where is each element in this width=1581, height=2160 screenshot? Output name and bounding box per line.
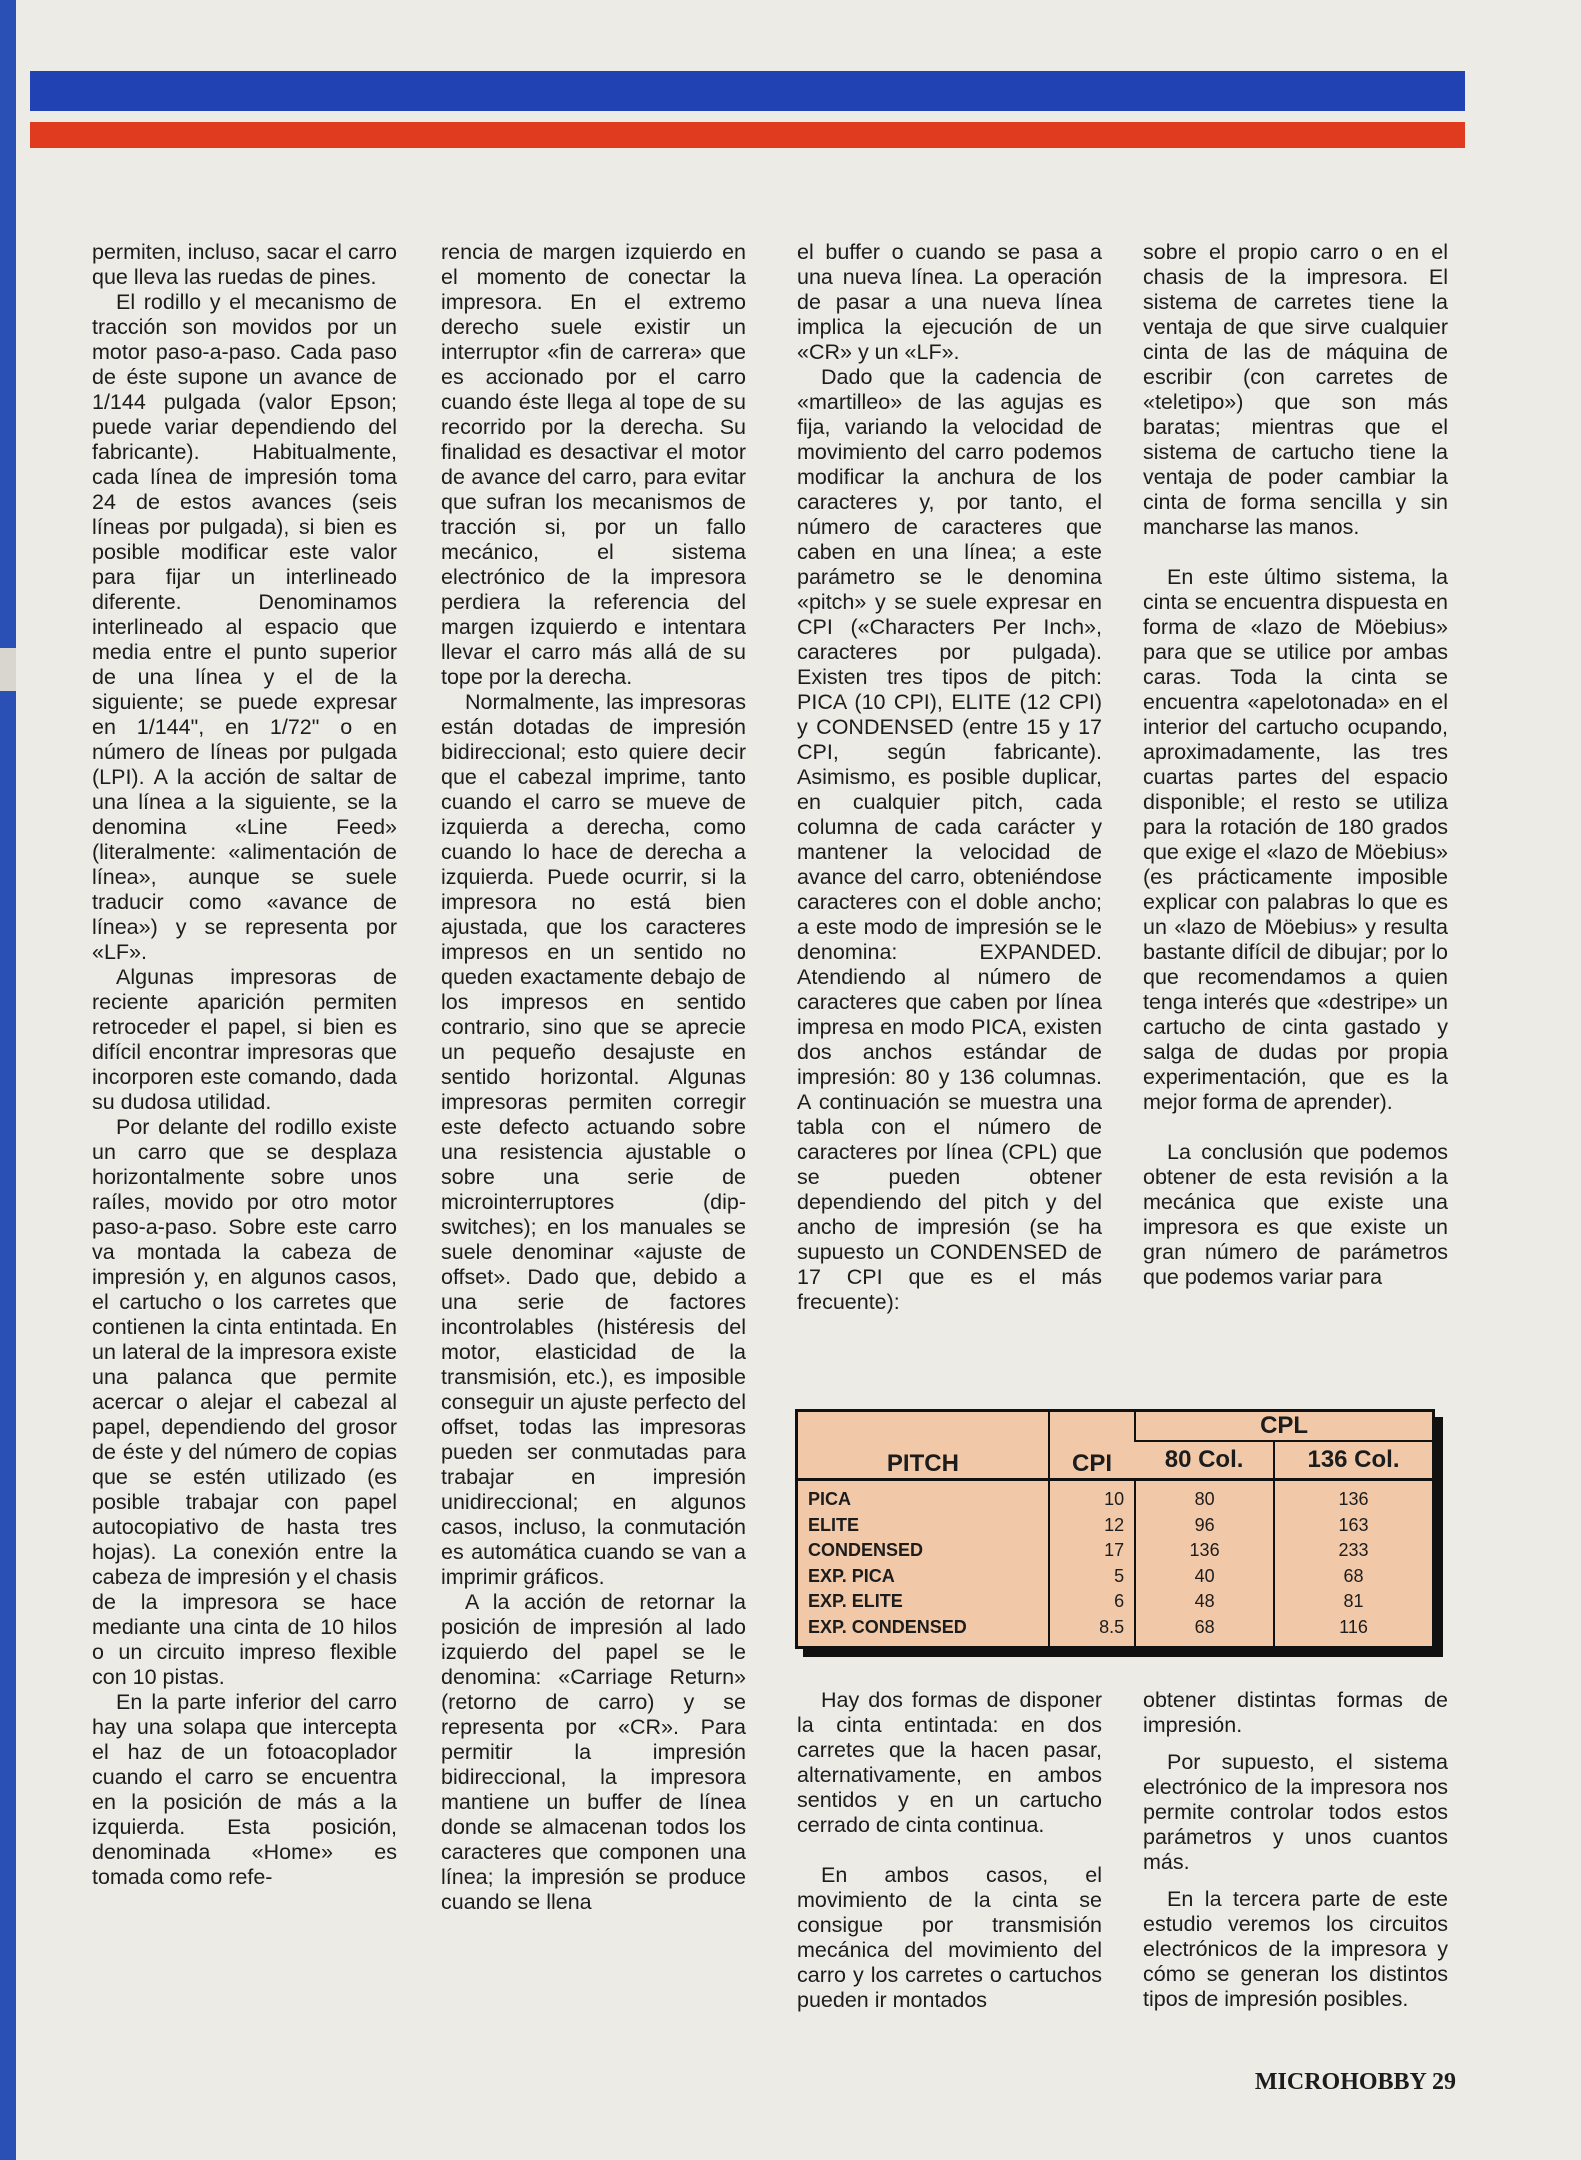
- page-number: 29: [1432, 2069, 1456, 2095]
- cpl-136-value: 116: [1274, 1615, 1434, 1648]
- table-row: [797, 1480, 1434, 1513]
- paragraph: Por supuesto, el sistema electrónico de la impresora nos permite controlar todos estos parámetros y unos cuantos más.: [1143, 1750, 1448, 1874]
- pitch-name: EXP. CONDENSED: [808, 1616, 967, 1637]
- paragraph: En ambos casos, el movimiento de la cinta se consigue por transmisión mecánica del movimiento del carro y los carretes o cartuchos pueden ir montados: [797, 1863, 1102, 2012]
- cpl-table: [795, 1409, 1435, 1649]
- cpi-value: 10: [1049, 1480, 1135, 1513]
- cpl-136-value: 81: [1274, 1589, 1434, 1615]
- pitch-name: EXP. PICA: [808, 1565, 895, 1586]
- cpl-80-value: 96: [1135, 1513, 1274, 1539]
- pitch-name: EXP. ELITE: [808, 1591, 903, 1611]
- text-column-1: [92, 240, 397, 1890]
- cpl-80-value: 68: [1135, 1615, 1274, 1648]
- cpl-80-value: 40: [1135, 1564, 1274, 1590]
- cpl-136-value: 68: [1274, 1564, 1434, 1590]
- paragraph: sobre el propio carro o en el chasis de la impresora. El sistema de carretes tiene la ventaja de que sirve cualquier cinta de las de máquina de escribir (con carretes de «teletipo») que son más baratas; mientras que el sistema de cartucho tiene la ventaja de poder cambiar la cinta de forma sencilla y sin mancharse las manos.: [1143, 240, 1448, 539]
- text-column-3-lower: [797, 1688, 1102, 2013]
- paragraph: La conclusión que podemos obtener de esta revisión a la mecánica que existe una impresora es que existe un gran número de parámetros que podemos variar para: [1143, 1140, 1448, 1289]
- text-column-4: [1143, 240, 1448, 1290]
- table-row: [797, 1564, 1434, 1590]
- cpl-table-container: [795, 1409, 1445, 1649]
- cpl-136-value: 136: [1274, 1480, 1434, 1513]
- page-footer: [1255, 2069, 1456, 2096]
- paragraph: Normalmente, las impresoras están dotadas de impresión bidireccional; esto quiere decir que el cabezal imprime, tanto cuando el carro se mueve de izquierda a derecha, como cuando lo hace de derecha a izquierda. Puede ocurrir, si la impresora no está bien ajustada, que los caracteres impresos en un sentido no queden exactamente debajo de los impresos en sentido contrario, sino que se aprecie un pequeño desajuste en sentido horizontal. Algunas impresoras permiten corregir este defecto actuando sobre una resistencia ajustable o sobre una serie de microinterruptores (dip-switches); en los manuales se suele denominar «ajuste de offset». Dado que, debido a una serie de factores incontrolables (histéresis del motor, elasticidad de la transmisión, etc.), es imposible conseguir un ajuste perfecto del offset, todas las impresoras pueden ser conmutadas para trabajar en impresión unidireccional; en algunos casos, incluso, la conmutación es automática cuando se van a imprimir gráficos.: [441, 690, 746, 1589]
- cpl-80-value: 48: [1135, 1589, 1274, 1615]
- table-row: [797, 1513, 1434, 1539]
- text-column-4-lower: [1143, 1688, 1448, 2012]
- header-stripe-blue: [30, 71, 1465, 111]
- pitch-name: CONDENSED: [808, 1540, 924, 1560]
- text-column-2: [441, 240, 746, 1915]
- paragraph: permiten, incluso, sacar el carro que lleva las ruedas de pines.: [92, 240, 397, 289]
- pitch-name: ELITE: [808, 1514, 860, 1535]
- pitch-name: PICA: [808, 1489, 852, 1509]
- cpi-value: 17: [1049, 1538, 1135, 1564]
- cpl-136-value: 233: [1274, 1538, 1434, 1564]
- header-stripe-red: [30, 122, 1465, 148]
- table-row: [797, 1538, 1434, 1564]
- paragraph: El rodillo y el mecanismo de tracción son movidos por un motor paso-a-paso. Cada paso de éste supone un avance de 1/144 pulgada (valor Epson; puede variar dependiendo del fabricante). Habitualmente, cada línea de impresión toma 24 de estos avances (seis líneas por pulgada), si bien es posible modificar este valor para fijar un interlineado diferente. Denominamos interlineado al espacio que media entre el punto superior de una línea y el de la siguiente; se puede expresar en 1/144", en 1/72" o en número de líneas por pulgada (LPI). A la acción de saltar de una línea a la siguiente, se la denomina «Line Feed» (literalmente: «alimentación de línea», aunque se suele traducir como «avance de línea») y se representa por «LF».: [92, 290, 397, 964]
- cpi-value: 6: [1049, 1589, 1135, 1615]
- paragraph: Por delante del rodillo existe un carro que se desplaza horizontalmente sobre unos raíles, movido por otro motor paso-a-paso. Sobre este carro va montada la cabeza de impresión y, en algunos casos, el cartucho o los carretes que contienen la cinta entintada. En un lateral de la impresora existe una palanca que permite acercar o alejar el cabezal al papel, dependiendo del grosor de éste y del número de copias que se estén utilizado (es posible trabajar con papel autocopiativo de hasta tres hojas). La conexión entre la cabeza de impresión y el chasis de la impresora se hace mediante una cinta de 10 hilos o un circuito impreso flexible con 10 pistas.: [92, 1115, 397, 1689]
- table-header-136-col: 136 Col.: [1274, 1441, 1434, 1480]
- paragraph: En la parte inferior del carro hay una solapa que intercepta el haz de un fotoacoplador cuando el carro se encuentra en la posición de más a la izquierda. Esta posición, denominada «Home» es tomada como refe-: [92, 1690, 397, 1889]
- magazine-name: MICROHOBBY: [1254, 2069, 1426, 2095]
- paragraph: obtener distintas formas de impresión.: [1143, 1688, 1448, 1737]
- paragraph: el buffer o cuando se pasa a una nueva línea. La operación de pasar a una nueva línea implica la ejecución de un «CR» y un «LF».: [797, 240, 1102, 364]
- page-spine-edge: [0, 0, 16, 2160]
- table-header-80-col: 80 Col.: [1164, 1446, 1244, 1473]
- cpi-value: 8.5: [1049, 1615, 1135, 1648]
- table-row: [797, 1615, 1434, 1648]
- paragraph: Dado que la cadencia de «martilleo» de las agujas es fija, variando la velocidad de movimiento del carro podemos modificar la anchura de los caracteres y, por tanto, el número de caracteres que caben en una línea; a este parámetro se le denomina «pitch» y se suele expresar en CPI («Characters Per Inch», caracteres por pulgada). Existen tres tipos de pitch: PICA (10 CPI), ELITE (12 CPI) y CONDENSED (entre 15 y 17 CPI, según fabricante). Asimismo, es posible duplicar, en cualquier pitch, cada columna de cada carácter y mantener la velocidad de avance del carro, obteniéndose caracteres con el doble ancho; a este modo de impresión se le denomina: EXPANDED. Atendiendo al número de caracteres que caben por línea impresa en modo PICA, existen dos anchos estándar de impresión: 80 y 136 columnas. A continuación se muestra una tabla con el número de caracteres por línea (CPL) que se pueden obtener dependiendo del pitch y del ancho de impresión (se ha supuesto un CONDENSED de 17 CPI que es el más frecuente):: [797, 365, 1102, 1314]
- table-header-pitch: PITCH: [886, 1450, 959, 1477]
- paragraph: A la acción de retornar la posición de impresión al lado izquierdo del papel se le denomina: «Carriage Return» (retorno de carro) y se representa por «CR». Para permitir la impresión bidireccional, la impresora mantiene un buffer de línea donde se almacenan todos los caracteres que componen una línea; la impresión se produce cuando se llena: [441, 1590, 746, 1914]
- cpl-80-value: 80: [1135, 1480, 1274, 1513]
- table-header-cpl: CPL: [1135, 1411, 1433, 1442]
- table-row: [797, 1589, 1434, 1615]
- paragraph: En la tercera parte de este estudio veremos los circuitos electrónicos de la impresora y cómo se generan los distintos tipos de impresión posibles.: [1143, 1887, 1448, 2011]
- table-header-cpi: CPI: [1049, 1411, 1135, 1480]
- cpi-value: 12: [1049, 1513, 1135, 1539]
- paragraph: Hay dos formas de disponer la cinta entintada: en dos carretes que la hacen pasar, alternativamente, en ambos sentidos y en un cartucho cerrado de cinta continua.: [797, 1688, 1102, 1837]
- paragraph: rencia de margen izquierdo en el momento de conectar la impresora. En el extremo derecho suele existir un interruptor «fin de carrera» que es accionado por el carro cuando éste llega al tope de su recorrido por la derecha. Su finalidad es desactivar el motor de avance del carro, para evitar que sufran los mecanismos de tracción si, por un fallo mecánico, el sistema electrónico de la impresora perdiera la referencia del margen izquierdo e intentara llevar el carro más allá de su tope por la derecha.: [441, 240, 746, 689]
- paragraph: En este último sistema, la cinta se encuentra dispuesta en forma de «lazo de Möebius» para que se utilice por ambas caras. Toda la cinta se encuentra «apelotonada» en el interior del cartucho ocupando, aproximadamente, las tres cuartas partes del espacio disponible; el resto se utiliza para la rotación de 180 grados que exige el «lazo de Möebius» (es prácticamente imposible explicar con palabras lo que es un «lazo de Möebius» y resulta bastante difícil de dibujar; por lo que recomendamos a quien tenga interés que «destripe» un cartucho de cinta gastado y salga de dudas por propia experimentación, que es la mejor forma de aprender).: [1143, 565, 1448, 1114]
- cpi-value: 5: [1049, 1564, 1135, 1590]
- cpl-136-value: 163: [1274, 1513, 1434, 1539]
- cpl-80-value: 136: [1135, 1538, 1274, 1564]
- paragraph: Algunas impresoras de reciente aparición permiten retroceder el papel, si bien es difícil encontrar impresoras que incorporen este comando, dada su dudosa utilidad.: [92, 965, 397, 1114]
- text-column-3: [797, 240, 1102, 1315]
